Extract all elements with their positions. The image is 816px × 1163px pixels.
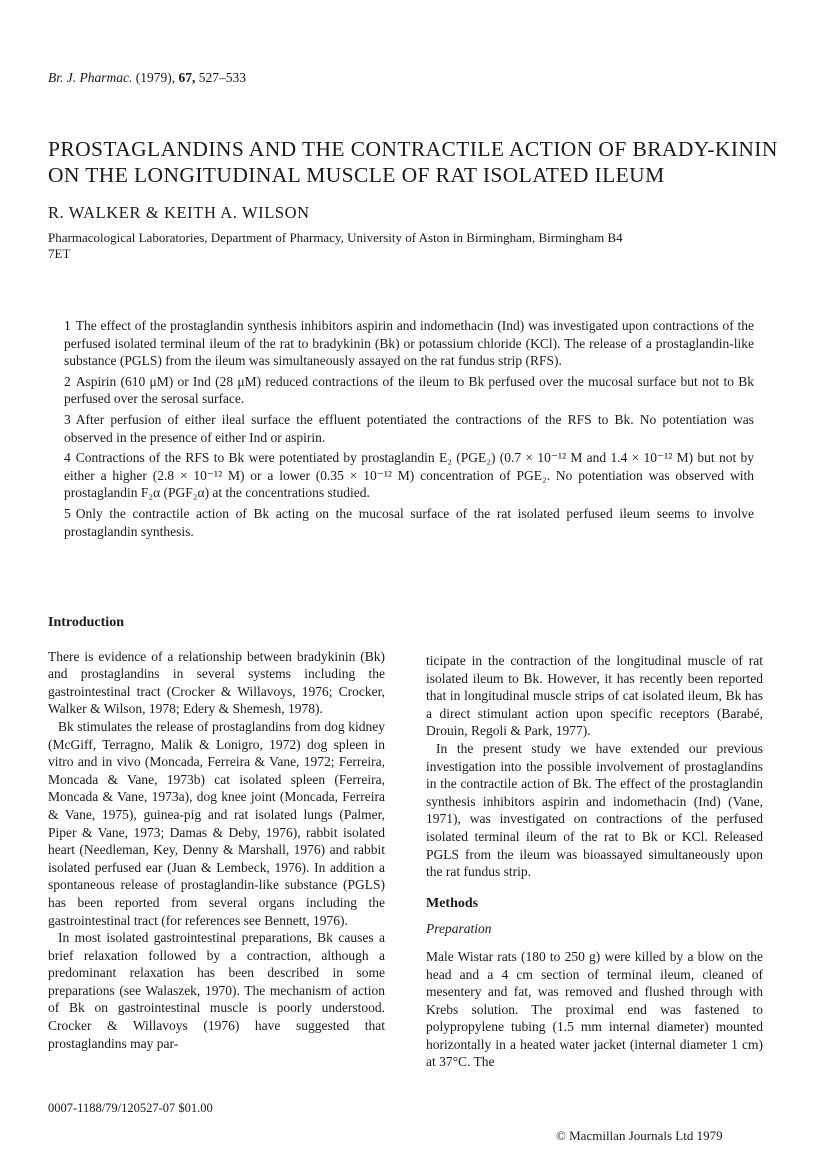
copyright: © Macmillan Journals Ltd 1979: [556, 1128, 723, 1143]
paragraph: Male Wistar rats (180 to 250 g) were killed by a blow on the head and a 4 cm section of terminal ileum, cleaned of mesentery and fat, was removed and flushed through with Krebs solution. The proximal end was fastened to polypropylene tubing (1.5 mm internal diameter) mounted horizontally in a heated water jacket (internal diameter 1 cm) at 37°C. The: [426, 948, 763, 1070]
abstract-item: 2 Aspirin (610 μM) or Ind (28 μM) reduced contractions of the ileum to Bk perfused over the mucosal surface but not to Bk perfused over the serosal surface.: [64, 373, 754, 407]
journal-citation: [48, 70, 246, 86]
right-column: [426, 652, 763, 1071]
article-title: PROSTAGLANDINS AND THE CONTRACTILE ACTION OF BRADY-KININ ON THE LONGITUDINAL MUSCLE OF RAT ISOLATED ILEUM: [48, 137, 778, 187]
abstract-item: 5 Only the contractile action of Bk acting on the mucosal surface of the rat isolated perfused ileum seems to involve prostaglandin synthesis.: [64, 505, 754, 539]
journal-pages: 527–533: [198, 70, 246, 85]
journal-name: Br. J. Pharmac.: [48, 70, 133, 85]
preparation-subheading: Preparation: [426, 921, 492, 937]
affiliation: Pharmacological Laboratories, Department of Pharmacy, University of Aston in Birmingham, Birmingham B4 7ET: [48, 230, 623, 261]
article-code: 0007-1188/79/120527-07 $01.00: [48, 1101, 213, 1115]
abstract: [64, 317, 754, 543]
abstract-item: 1 The effect of the prostaglandin synthesis inhibitors aspirin and indomethacin (Ind) was investigated upon contractions of the perfused isolated terminal ileum of the rat to bradykinin (Bk) or potassium chloride (KCl). The release of a prostaglandin-like substance (PGLS) from the ileum was simultaneously assayed on the rat fundus strip (RFS).: [64, 318, 754, 369]
journal-year: (1979),: [135, 70, 176, 85]
left-column: [48, 614, 385, 1052]
paragraph: In most isolated gastrointestinal preparations, Bk causes a brief relaxation followed by a contraction, although a predominant relaxation has been described in some preparations (see Walaszek, 1970). The mechanism of action of Bk on gastrointestinal muscle is poorly understood. Crocker & Willavoys (1976) have suggested that prostaglandins may par-: [48, 930, 385, 1051]
paragraph: There is evidence of a relationship between bradykinin (Bk) and prostaglandins in several systems including the gastrointestinal tract (Crocker & Willavoys, 1976; Crocker, Walker & Wilson, 1978; Edery & Shemesh, 1978).: [48, 648, 385, 717]
abstract-item: 4 Contractions of the RFS to Bk were potentiated by prostaglandin E₂ (PGE₂) (0.7 × 10⁻¹² M and 1.4 × 10⁻¹² M) but not by either a higher (2.8 × 10⁻¹² M) or a lower (0.35 × 10⁻¹² M) concentration of PGE₂. No potentiation was observed with prostaglandin F₂α (PGF₂α) at the concentrations studied.: [64, 450, 754, 501]
paragraph: In the present study we have extended our previous investigation into the possible involvement of prostaglandins in the contractile action of Bk. The effect of the prostaglandin synthesis inhibitors aspirin and indomethacin (Ind) (Vane, 1971), was investigated on contractions of the perfused isolated terminal ileum of the rat to Bk or KCl. Released PGLS from the ileum was bioassayed simultaneously upon the rat fundus strip.: [426, 740, 763, 880]
methods-heading: Methods: [426, 895, 479, 911]
abstract-item: 3 After perfusion of either ileal surface the effluent potentiated the contractions of the RFS to Bk. No potentiation was observed in the presence of either Ind or aspirin.: [64, 411, 754, 445]
paragraph: Bk stimulates the release of prostaglandins from dog kidney (McGiff, Terragno, Malik & Lonigro, 1972) dog spleen in vitro and in vivo (Moncada, Ferreira & Vane, 1972; Ferreira, Moncada & Vane, 1973b) cat isolated spleen (Ferreira, Moncada & Vane, 1973a), dog knee joint (Moncada, Ferreira & Vane, 1975), guinea-pig and rat isolated lungs (Palmer, Piper & Vane, 1973; Damas & Deby, 1976), rabbit isolated heart (Needleman, Key, Denny & Marshall, 1976) and rabbit isolated perfused ear (Juan & Lembeck, 1976). In addition a spontaneous release of prostaglandin-like substance (PGLS) has been reported from several organs including the gastrointestinal tract (for references see Bennett, 1976).: [48, 718, 385, 928]
journal-volume: 67,: [178, 70, 196, 85]
paragraph: ticipate in the contraction of the longitudinal muscle of rat isolated ileum to Bk. However, it has recently been reported that in longitudinal muscle strips of cat isolated ileum, Bk has a direct stimulant action upon specific receptors (Barabé, Drouin, Regoli & Park, 1977).: [426, 653, 763, 739]
authors: R. WALKER & KEITH A. WILSON: [48, 203, 310, 222]
introduction-heading: Introduction: [48, 615, 124, 630]
